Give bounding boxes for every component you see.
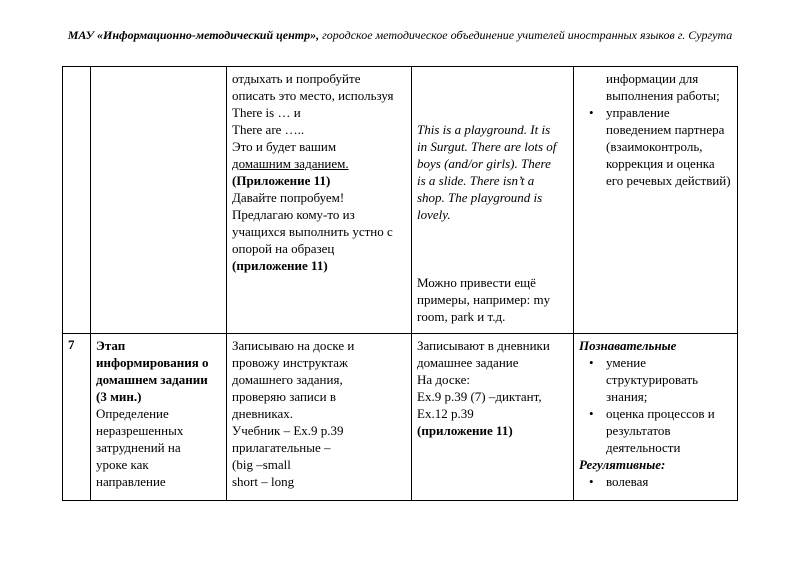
text-line — [579, 405, 732, 422]
text-line: boys (and/or girls). There — [417, 156, 551, 171]
text-line: There is … и — [232, 105, 301, 120]
text-line: room, park и т.д. — [417, 309, 506, 324]
text-line: поведением партнера — [606, 122, 725, 137]
spacer-line — [417, 257, 568, 274]
table-row-continuation — [63, 67, 738, 334]
uud-cell — [574, 67, 738, 334]
text-line: дневниках. — [232, 406, 294, 421]
student-activity-cell — [412, 334, 574, 501]
stage-number-cell — [63, 67, 91, 334]
text-line: Ex.9 p.39 (7) –диктант, — [417, 389, 542, 404]
text-line: Записывают в дневники — [417, 338, 550, 353]
header-org-description: городское методическое объединение учителей иностранных языков г. Сургута — [319, 28, 733, 42]
text-line: структурировать — [606, 372, 699, 387]
text-line: домашним заданием. — [232, 156, 349, 171]
stage-number-cell: 7 — [63, 334, 91, 501]
text-line: (Приложение 11) — [232, 173, 331, 188]
text-line: (приложение 11) — [417, 423, 513, 438]
stage-name-cell — [91, 334, 227, 501]
text-line: уроке как — [96, 457, 149, 472]
text-line: опорой на образец — [232, 241, 335, 256]
text-line: Ex.12 p.39 — [417, 406, 474, 421]
spacer-line — [417, 87, 568, 104]
spacer-line — [417, 240, 568, 257]
table-row-stage-7 — [63, 334, 738, 501]
text-line: Познавательные — [579, 338, 677, 353]
text-line: учащихся выполнить устно с — [232, 224, 393, 239]
bullet-marker: • — [589, 355, 594, 370]
text-line: (3 мин.) — [96, 389, 142, 404]
uud-cell — [574, 334, 738, 501]
stage-name-cell — [91, 67, 227, 334]
spacer-line — [417, 223, 568, 240]
text-line: его речевых действий) — [606, 173, 731, 188]
bullet-text: управление — [606, 105, 670, 120]
student-activity-cell — [412, 67, 574, 334]
text-line: домашнее задание — [417, 355, 519, 370]
text-line: отдыхать и попробуйте — [232, 71, 361, 86]
text-line: На доске: — [417, 372, 470, 387]
text-line: информации для — [606, 71, 699, 86]
text-line: (big –small — [232, 457, 291, 472]
text-line: Регулятивные: — [579, 457, 666, 472]
teacher-activity-cell — [227, 67, 412, 334]
text-line: деятельности — [606, 440, 681, 455]
text-line: домашнем задании — [96, 372, 208, 387]
spacer-line — [417, 70, 568, 87]
header-org-name: МАУ «Информационно-методический центр», — [67, 28, 320, 42]
teacher-activity-cell — [227, 334, 412, 501]
text-line: выполнения работы; — [606, 88, 720, 103]
bullet-text: волевая — [606, 474, 649, 489]
text-line: Предлагаю кому-то из — [232, 207, 355, 222]
bullet-marker: • — [589, 406, 594, 421]
text-line: (взаимоконтроль, — [606, 139, 703, 154]
text-line: Этап — [96, 338, 126, 353]
bullet-marker: • — [589, 474, 594, 489]
text-line — [579, 473, 732, 490]
text-line: прилагательные – — [232, 440, 331, 455]
text-line: коррекция и оценка — [606, 156, 715, 171]
text-line: направление — [96, 474, 166, 489]
text-line: знания; — [606, 389, 648, 404]
bullet-marker: • — [589, 105, 594, 120]
text-line: is a slide. There isn’t a — [417, 173, 535, 188]
text-line: результатов — [606, 423, 671, 438]
text-line: информирования о — [96, 355, 209, 370]
text-line: затруднений на — [96, 440, 181, 455]
bullet-text: умение — [606, 355, 647, 370]
text-line: проверяю записи в — [232, 389, 336, 404]
bullet-text: оценка процессов и — [606, 406, 715, 421]
text-line: неразрешенных — [96, 423, 184, 438]
text-line: (приложение 11) — [232, 258, 328, 273]
text-line: примеры, например: my — [417, 292, 551, 307]
text-line: in Surgut. There are lots of — [417, 139, 557, 154]
text-line: домашнего задания, — [232, 372, 343, 387]
text-line: Можно привести ещё — [417, 275, 536, 290]
text-line: Учебник – Ex.9 p.39 — [232, 423, 344, 438]
text-line — [579, 354, 732, 371]
text-line: short – long — [232, 474, 295, 489]
text-line: Записываю на доске и — [232, 338, 355, 353]
document-header — [0, 28, 800, 43]
spacer-line — [417, 104, 568, 121]
text-line: This is a playground. It is — [417, 122, 551, 137]
text-line: shop. The playground is — [417, 190, 543, 205]
text-line: Это и будет вашим — [232, 139, 337, 154]
text-line: Давайте попробуем! — [232, 190, 345, 205]
text-line: lovely. — [417, 207, 451, 222]
text-line: Определение — [96, 406, 169, 421]
text-line: описать это место, используя — [232, 88, 394, 103]
text-line — [579, 104, 732, 121]
text-line: There are ….. — [232, 122, 305, 137]
text-line: провожу инструктаж — [232, 355, 349, 370]
lesson-plan-table — [62, 66, 738, 501]
